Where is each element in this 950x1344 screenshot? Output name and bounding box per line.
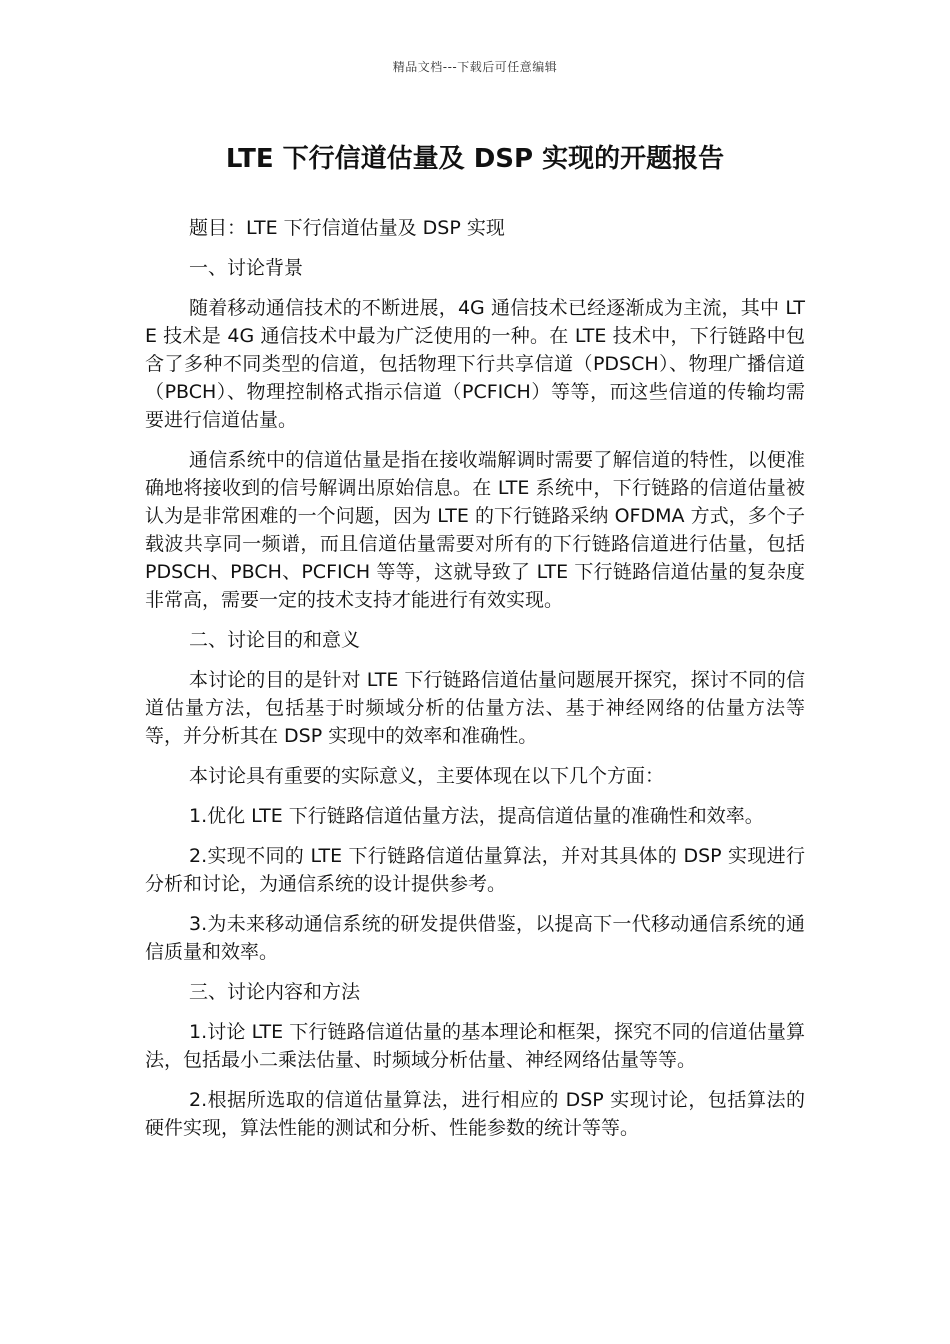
paragraph: 本讨论具有重要的实际意义，主要体现在以下几个方面：	[189, 765, 665, 787]
document-body	[145, 214, 805, 1154]
list-item: 2.实现不同的 LTE 下行链路信道估量算法，并对其具体的 DSP 实现进行分析和讨论，为通信系统的设计提供参考。	[145, 845, 805, 895]
paragraph: 通信系统中的信道估量是指在接收端解调时需要了解信道的特性，以便准确地将接收到的信号解调出原始信息。在 LTE 系统中，下行链路的信道估量被认为是非常困难的一个问题，因为 LTE 的下行链路采纳 OFDMA 方式，多个子载波共享同一频谱，而且信道估量需要对所有的下行链路信道进行估量，包括 PDSCH、PBCH、PCFICH 等等，这就导致了 LTE 下行链路信道估量的复杂度非常高，需要一定的技术支持才能进行有效实现。	[145, 449, 805, 611]
section-heading-purpose: 二、讨论目的和意义	[189, 629, 361, 651]
subject-line: 题目：LTE 下行信道估量及 DSP 实现	[189, 217, 505, 239]
page-header: 精品文档---下载后可任意编辑	[392, 60, 558, 74]
list-item: 2.根据所选取的信道估量算法，进行相应的 DSP 实现讨论，包括算法的硬件实现，算法性能的测试和分析、性能参数的统计等等。	[145, 1089, 805, 1139]
list-item: 3.为未来移动通信系统的研发提供借鉴，以提高下一代移动通信系统的通信质量和效率。	[145, 913, 805, 963]
section-heading-background: 一、讨论背景	[189, 257, 304, 279]
list-item: 1.优化 LTE 下行链路信道估量方法，提高信道估量的准确性和效率。	[189, 805, 764, 827]
section-heading-methods: 三、讨论内容和方法	[189, 981, 361, 1003]
list-item: 1.讨论 LTE 下行链路信道估量的基本理论和框架，探究不同的信道估量算法，包括最小二乘法估量、时频域分析估量、神经网络估量等等。	[145, 1021, 805, 1071]
paragraph: 本讨论的目的是针对 LTE 下行链路信道估量问题展开探究，探讨不同的信道估量方法，包括基于时频域分析的估量方法、基于神经网络的估量方法等等，并分析其在 DSP 实现中的效率和准确性。	[145, 669, 805, 747]
paragraph: 随着移动通信技术的不断进展，4G 通信技术已经逐渐成为主流，其中 LTE 技术是 4G 通信技术中最为广泛使用的一种。在 LTE 技术中，下行链路中包含了多种不同类型的信道，包括物理下行共享信道（PDSCH）、物理广播信道（PBCH）、物理控制格式指示信道（PCFICH）等等，而这些信道的传输均需要进行信道估量。	[145, 297, 805, 431]
document-title: LTE 下行信道估量及 DSP 实现的开题报告	[225, 144, 725, 174]
